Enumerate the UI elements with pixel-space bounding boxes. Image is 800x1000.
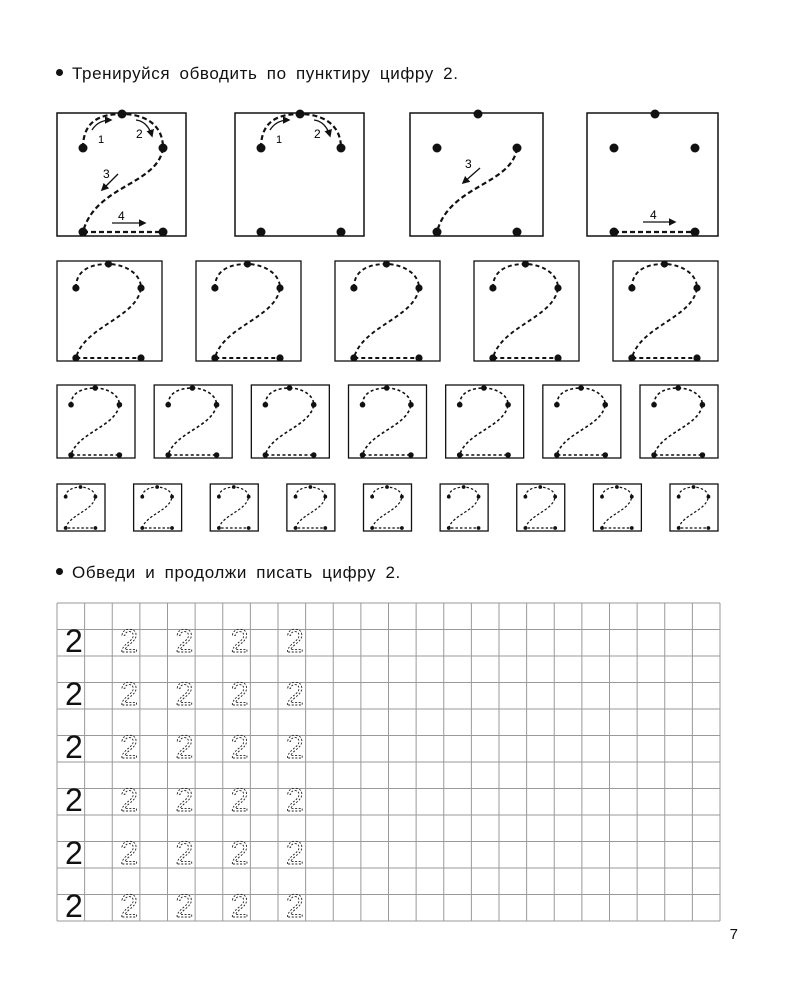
tracing-box xyxy=(593,484,641,531)
traced-digit: 2 xyxy=(230,676,249,712)
step-label: 1 xyxy=(276,134,283,146)
traced-digit: 2 xyxy=(230,888,249,924)
traced-digit: 2 xyxy=(175,623,194,659)
tracing-box xyxy=(349,385,427,458)
tracing-box xyxy=(134,484,182,531)
guide-box-arc xyxy=(235,110,364,237)
sample-digit: 2 xyxy=(65,782,83,818)
step-label: 2 xyxy=(314,127,321,141)
traced-digit: 2 xyxy=(175,782,194,818)
tracing-box xyxy=(57,484,105,531)
step-label: 4 xyxy=(650,208,657,222)
traced-digit: 2 xyxy=(120,835,139,871)
traced-digit: 2 xyxy=(175,676,194,712)
tracing-box xyxy=(474,260,579,361)
step-label: 3 xyxy=(103,167,110,181)
traced-digit: 2 xyxy=(286,676,304,712)
step-label: 1 xyxy=(98,134,105,146)
tracing-box xyxy=(57,260,162,361)
traced-digit: 2 xyxy=(286,835,304,871)
traced-digit: 2 xyxy=(286,623,304,659)
traced-digit: 2 xyxy=(120,623,139,659)
sample-digit: 2 xyxy=(65,623,83,659)
page-number: 7 xyxy=(729,926,738,943)
traced-digit: 2 xyxy=(286,782,304,818)
traced-digit: 2 xyxy=(230,835,249,871)
arrow-icon xyxy=(270,120,289,130)
tracing-box xyxy=(640,385,718,458)
traced-digit: 2 xyxy=(230,782,249,818)
writing-grid xyxy=(57,603,720,924)
traced-digit: 2 xyxy=(120,676,139,712)
traced-digit: 2 xyxy=(120,782,139,818)
guide-box-base xyxy=(587,110,718,237)
arrow-icon xyxy=(92,120,111,130)
traced-digit: 2 xyxy=(120,888,139,924)
tracing-box xyxy=(440,484,488,531)
tracing-box xyxy=(57,385,135,458)
instruction-write-text: Обведи и продолжи писать цифру 2. xyxy=(72,563,401,582)
guide-box-diagonal xyxy=(410,110,543,237)
tracing-box xyxy=(670,484,718,531)
traced-digit: 2 xyxy=(286,729,304,765)
tracing-box xyxy=(210,484,258,531)
tracing-box xyxy=(364,484,412,531)
tracing-box xyxy=(613,260,718,361)
traced-digit: 2 xyxy=(175,729,194,765)
traced-digit: 2 xyxy=(175,835,194,871)
traced-digit: 2 xyxy=(286,888,304,924)
sample-digit: 2 xyxy=(65,676,83,712)
traced-digit: 2 xyxy=(175,888,194,924)
traced-digit: 2 xyxy=(230,623,249,659)
traced-digit: 2 xyxy=(120,729,139,765)
instruction-trace-text: Тренируйся обводить по пунктиру цифру 2. xyxy=(72,64,459,83)
tracing-box xyxy=(251,385,329,458)
traced-digit: 2 xyxy=(230,729,249,765)
tracing-box xyxy=(446,385,524,458)
tracing-box xyxy=(335,260,440,361)
tracing-box xyxy=(154,385,232,458)
sample-digit: 2 xyxy=(65,888,83,924)
step-label: 2 xyxy=(136,127,143,141)
step-label: 3 xyxy=(465,157,472,171)
guide-box-full xyxy=(57,110,186,237)
step-label: 4 xyxy=(118,209,125,223)
tracing-box xyxy=(287,484,335,531)
sample-digit: 2 xyxy=(65,729,83,765)
tracing-box xyxy=(517,484,565,531)
sample-digit: 2 xyxy=(65,835,83,871)
tracing-box xyxy=(196,260,301,361)
tracing-box xyxy=(543,385,621,458)
tracing-rows xyxy=(57,260,718,531)
